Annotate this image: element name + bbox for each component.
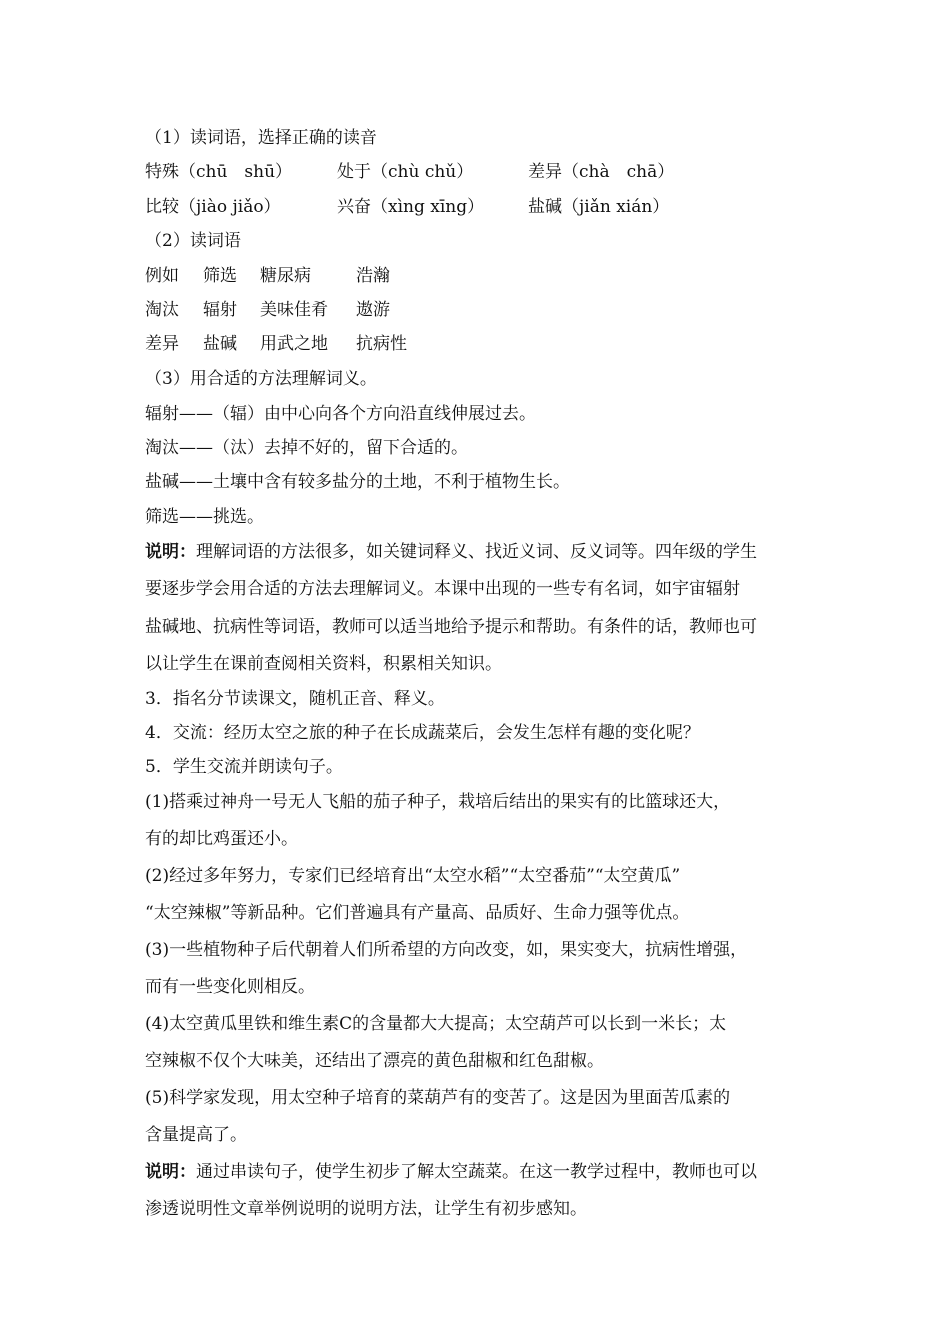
sentence-line: 含量提高了。 <box>145 1125 247 1145</box>
step-line: 3．指名分节读课文，随机正音、释义。 <box>145 689 445 709</box>
vocab-word: 用武之地 <box>260 334 328 354</box>
section1-heading: （1）读词语，选择正确的读音 <box>145 128 377 148</box>
note-paragraph <box>145 1161 757 1183</box>
vocab-word: 盐碱 <box>203 334 237 354</box>
sentence-line: (4)太空黄瓜里铁和维生素C的含量都大大提高；太空葫芦可以长到一米长；太 <box>145 1014 727 1034</box>
section2-heading: （2）读词语 <box>145 231 241 251</box>
vocab-word: 差异 <box>145 334 179 354</box>
definition-line: 淘汰——（汰）去掉不好的，留下合适的。 <box>145 438 468 458</box>
pinyin-item: 差异（chà chā） <box>528 162 675 182</box>
vocab-word: 淘汰 <box>145 300 179 320</box>
pinyin-item: 兴奋（xìng xīng） <box>337 197 485 217</box>
pinyin-item: 盐碱（jiǎn xián） <box>528 197 670 217</box>
sentence-line: 有的却比鸡蛋还小。 <box>145 829 298 849</box>
note-label: 说明： <box>145 1162 196 1182</box>
vocab-word: 例如 <box>145 266 179 286</box>
step-line: 4．交流：经历太空之旅的种子在长成蔬菜后，会发生怎样有趣的变化呢？ <box>145 723 700 743</box>
note-paragraph <box>145 541 757 563</box>
note-text: 渗透说明性文章举例说明的说明方法，让学生有初步感知。 <box>145 1199 587 1219</box>
sentence-line: “太空辣椒”等新品种。它们普遍具有产量高、品质好、生命力强等优点。 <box>145 903 690 923</box>
step-line: 5．学生交流并朗读句子。 <box>145 757 343 777</box>
note-text: 要逐步学会用合适的方法去理解词义。本课中出现的一些专有名词，如宇宙辐射 <box>145 579 740 599</box>
vocab-word: 浩瀚 <box>356 266 390 286</box>
pinyin-item: 比较（jiào jiǎo） <box>145 197 281 217</box>
note-label: 说明： <box>145 542 196 562</box>
sentence-line: (1)搭乘过神舟一号无人飞船的茄子种子，栽培后结出的果实有的比篮球还大， <box>145 792 731 812</box>
note-text: 以让学生在课前查阅相关资料，积累相关知识。 <box>145 654 502 674</box>
pinyin-item: 特殊（chū shū） <box>145 162 293 182</box>
note-text: 通过串读句子，使学生初步了解太空蔬菜。在这一教学过程中，教师也可以 <box>196 1162 757 1182</box>
note-text: 盐碱地、抗病性等词语，教师可以适当地给予提示和帮助。有条件的话，教师也可 <box>145 617 757 637</box>
sentence-line: (5)科学家发现，用太空种子培育的菜葫芦有的变苦了。这是因为里面苦瓜素的 <box>145 1088 731 1108</box>
vocab-word: 遨游 <box>356 300 390 320</box>
pinyin-item: 处于（chù chǔ） <box>337 162 474 182</box>
definition-line: 筛选——挑选。 <box>145 507 264 527</box>
sentence-line: (3)一些植物种子后代朝着人们所希望的方向改变，如，果实变大，抗病性增强， <box>145 940 748 960</box>
section3-heading: （3）用合适的方法理解词义。 <box>145 369 377 389</box>
vocab-word: 辐射 <box>203 300 237 320</box>
sentence-line: (2)经过多年努力，专家们已经培育出“太空水稻”“太空番茄”“太空黄瓜” <box>145 866 681 886</box>
sentence-line: 空辣椒不仅个大味美，还结出了漂亮的黄色甜椒和红色甜椒。 <box>145 1051 604 1071</box>
vocab-word: 糖尿病 <box>260 266 311 286</box>
note-text: 理解词语的方法很多，如关键词释义、找近义词、反义词等。四年级的学生 <box>196 542 757 562</box>
vocab-word: 筛选 <box>203 266 237 286</box>
definition-line: 辐射——（辐）由中心向各个方向沿直线伸展过去。 <box>145 404 536 424</box>
definition-line: 盐碱——土壤中含有较多盐分的土地，不利于植物生长。 <box>145 472 570 492</box>
vocab-word: 美味佳肴 <box>260 300 328 320</box>
sentence-line: 而有一些变化则相反。 <box>145 977 315 997</box>
vocab-word: 抗病性 <box>356 334 407 354</box>
